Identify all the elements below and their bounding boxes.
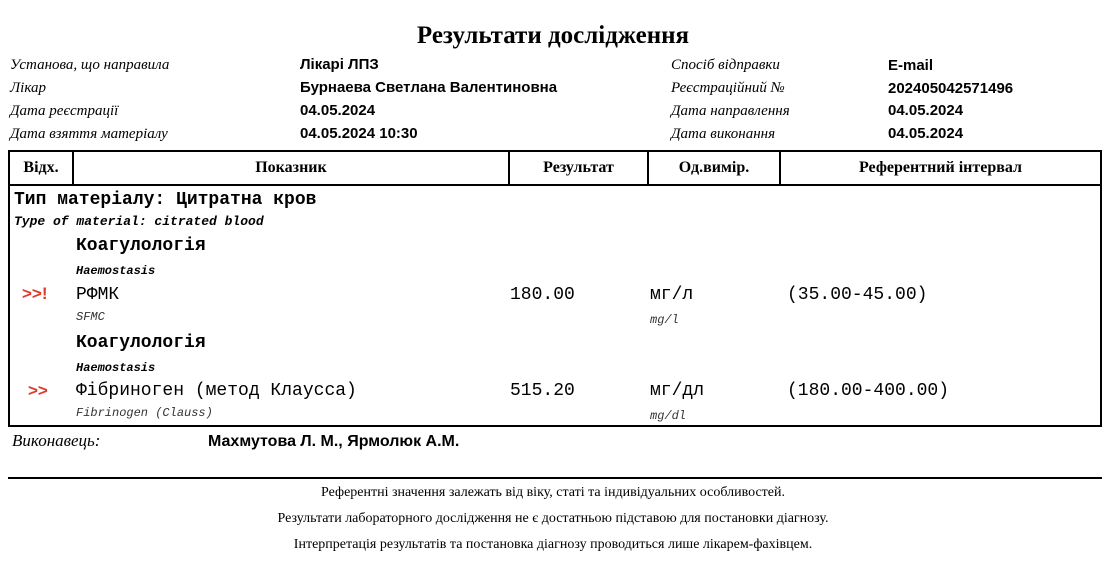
report-title: Результати дослідження <box>416 22 690 49</box>
deviation-flag: >>! <box>22 284 48 303</box>
unit-value: мг/дл <box>650 381 705 401</box>
header-unit: Од.вимір. <box>678 159 750 176</box>
indicator-name: РФМК <box>76 285 120 305</box>
indicator-name-en: SFMC <box>76 310 105 324</box>
referral-date-value: 04.05.2024 <box>888 102 964 119</box>
registration-date-label: Дата реєстрації <box>10 103 119 119</box>
material-type-subtitle: Type of material: citrated blood <box>14 214 264 229</box>
reference-interval: (180.00-400.00) <box>787 381 950 401</box>
sampling-date-value: 04.05.2024 10:30 <box>300 125 418 142</box>
group-title: Коагулологія <box>76 333 206 353</box>
performer-label: Виконавець: <box>12 431 101 450</box>
doctor-label: Лікар <box>10 80 46 96</box>
registration-date-value: 04.05.2024 <box>300 102 376 119</box>
result-value: 180.00 <box>510 285 575 305</box>
indicator-name-en: Fibrinogen (Clauss) <box>76 406 213 420</box>
group-subtitle: Haemostasis <box>76 264 156 278</box>
delivery-method-label: Спосіб відправки <box>671 57 780 73</box>
footer-divider <box>8 477 1102 479</box>
registration-number-value: 202405042571496 <box>888 80 1014 97</box>
footer-note: Результати лабораторного дослідження не є достатньою підставою для постановки діагнозу. <box>277 511 829 526</box>
reference-interval: (35.00-45.00) <box>787 285 928 305</box>
doctor-value: Бурнаева Светлана Валентиновна <box>300 79 558 96</box>
completion-date-label: Дата виконання <box>671 126 776 142</box>
result-value: 515.20 <box>510 381 575 401</box>
completion-date-value: 04.05.2024 <box>888 125 964 142</box>
unit-value-en: mg/dl <box>650 409 687 423</box>
registration-number-label: Реєстраційний № <box>671 80 785 96</box>
deviation-flag: >> <box>28 381 48 400</box>
unit-value-en: mg/l <box>650 313 679 327</box>
header-indicator: Показник <box>255 159 327 176</box>
unit-value: мг/л <box>650 285 694 305</box>
referring-institution-value: Лікарі ЛПЗ <box>300 56 379 73</box>
footer-note: Інтерпретація результатів та постановка діагнозу проводиться лише лікарем-фахівцем. <box>293 537 813 552</box>
results-table <box>8 150 1102 427</box>
group-subtitle: Haemostasis <box>76 361 156 375</box>
sampling-date-label: Дата взяття матеріалу <box>10 126 168 142</box>
performer-value: Махмутова Л. М., Ярмолюк А.М. <box>208 433 460 450</box>
table-header <box>10 152 1100 186</box>
delivery-method-value: E-mail <box>888 57 934 74</box>
footer-note: Референтні значення залежать від віку, статі та індивідуальних особливостей. <box>321 485 785 500</box>
header-deviation: Відх. <box>23 159 59 176</box>
header-result: Результат <box>543 159 614 176</box>
header-reference: Референтний інтервал <box>858 159 1023 176</box>
material-type-title: Тип матеріалу: Цитратна кров <box>14 190 317 210</box>
indicator-name: Фібриноген (метод Клаусса) <box>76 381 357 401</box>
group-title: Коагулологія <box>76 236 206 256</box>
referring-institution-label: Установа, що направила <box>10 57 170 73</box>
referral-date-label: Дата направлення <box>671 103 790 119</box>
